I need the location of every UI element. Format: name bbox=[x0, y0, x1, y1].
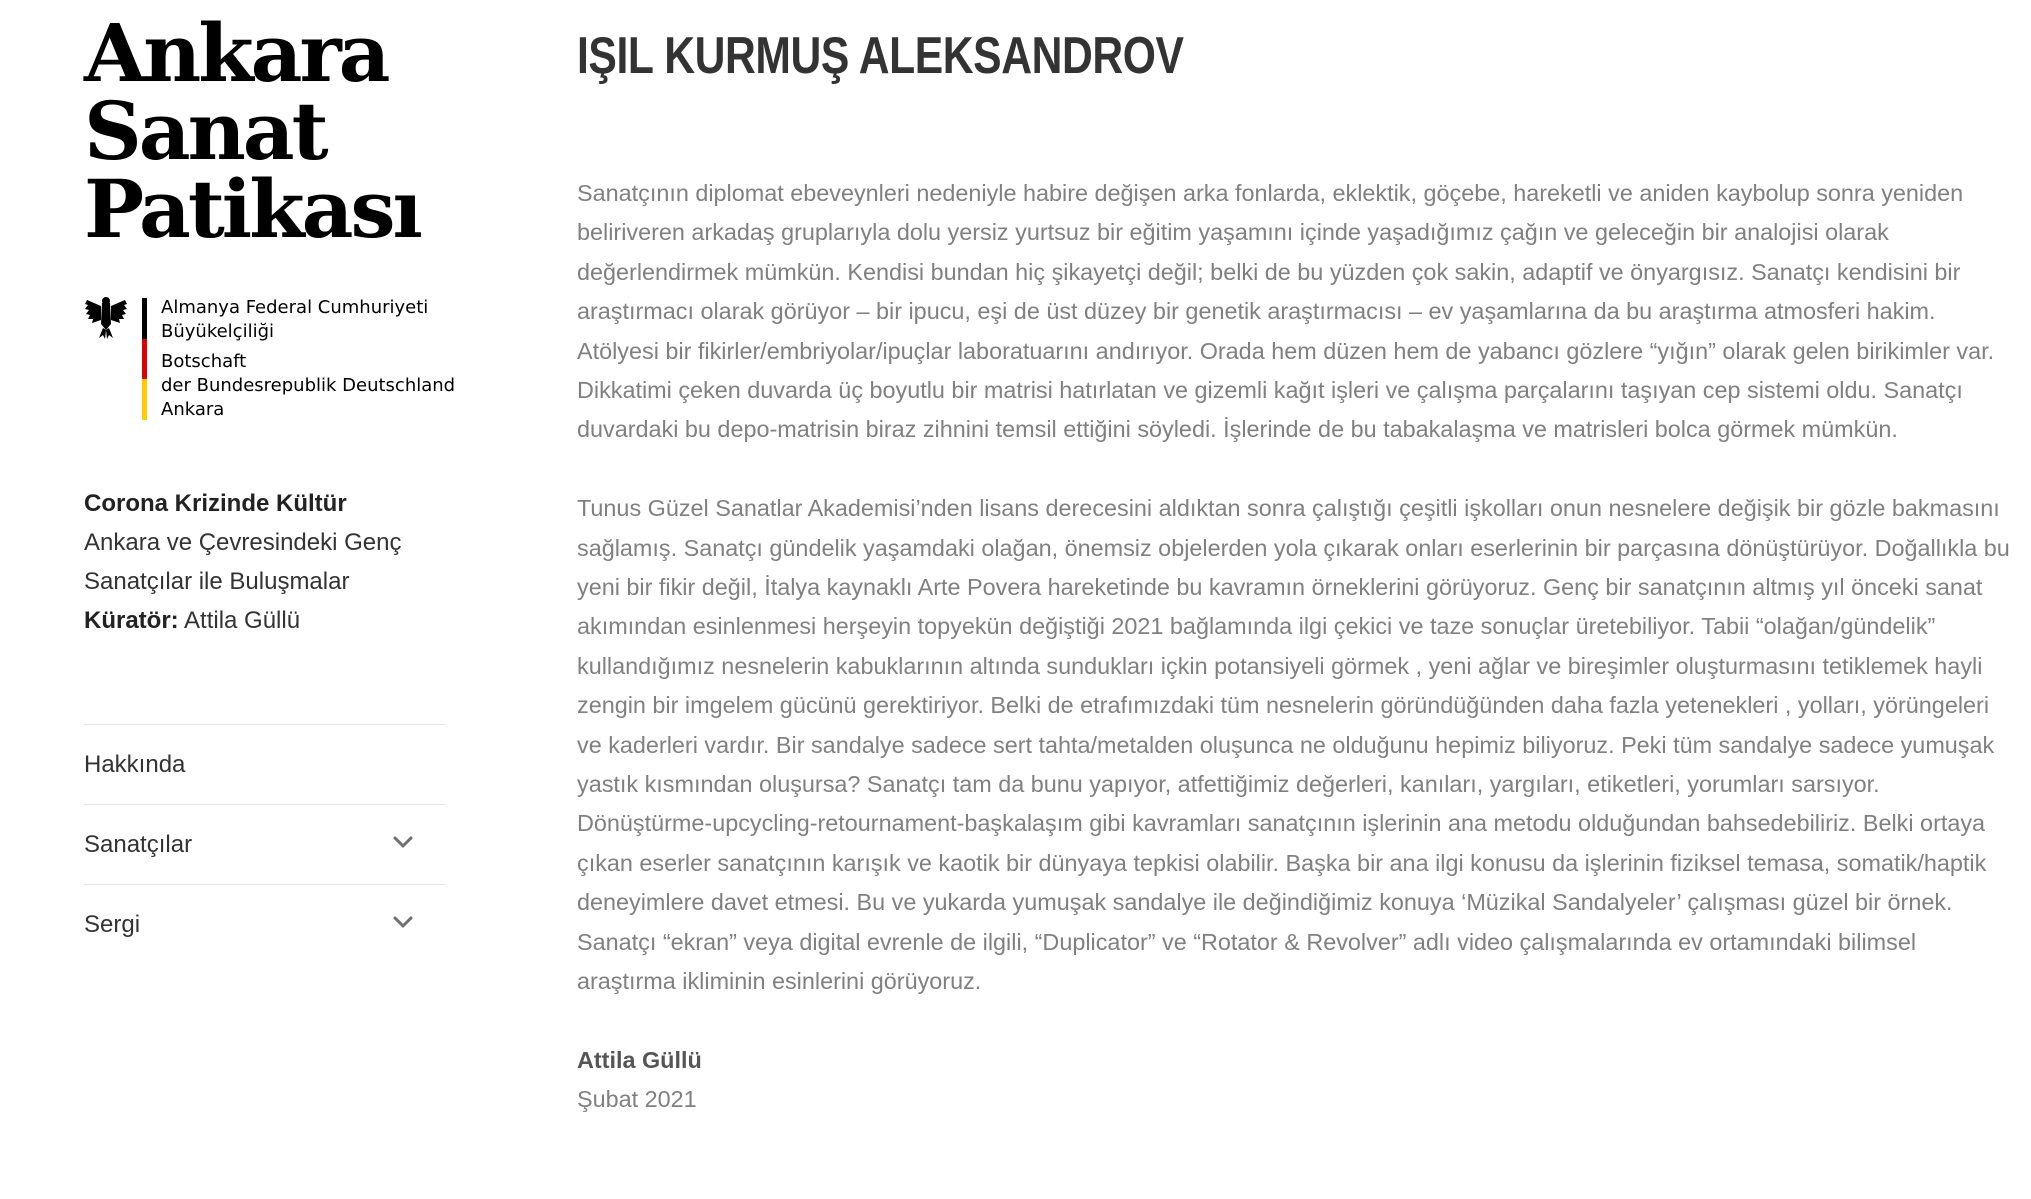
embassy-line-4: der Bundesrepublik Deutschland bbox=[161, 375, 456, 396]
logo-line-1: Ankara bbox=[84, 6, 388, 100]
article-author: Attila Güllü bbox=[577, 1046, 702, 1073]
project-info bbox=[84, 484, 446, 640]
curator bbox=[84, 601, 446, 640]
embassy-logo[interactable] bbox=[84, 294, 456, 422]
nav-item-label: Sergi bbox=[84, 911, 141, 938]
site-logo[interactable] bbox=[84, 6, 446, 256]
federal-eagle-icon bbox=[84, 294, 128, 340]
article-date: Şubat 2021 bbox=[577, 1086, 697, 1113]
embassy-text bbox=[161, 296, 455, 422]
sidebar bbox=[84, 0, 456, 964]
logo-line-3: Patikası bbox=[84, 162, 420, 256]
nav-item-label: Hakkında bbox=[84, 751, 186, 778]
embassy-line-3: Botschaft bbox=[161, 351, 247, 372]
curator-label: Küratör: bbox=[84, 607, 179, 634]
curator-name: Attila Güllü bbox=[184, 607, 301, 634]
article-paragraph-1: Sanatçının diplomat ebeveynleri nedeniyle habire değişen arka fonlarda, eklektik, göçebe, hareketli ve aniden kaybolup sonra yeniden beliriveren arkadaş gruplarıyla dolu yersiz yurtsuz bir eğitim yaşamını içinde yaşadığımız çağın ve geleceğin bir analojisi olarak değerlendirmek mümkün. Kendisi bundan hiç şikayetçi değil; belki de bu yüzden çok sakin, adaptif ve önyargısız. Sanatçı kendisini bir araştırmacı olarak görüyor – bir ipucu, eşi de üst düzey bir genetik araştırmacısı – ev yaşamlarına da bu araştırma atmosferi hakim. Atölyesi bir fikirler/embriyolar/ipuçlar laboratuarını andırıyor. Orada hem düzen hem de yabancı gözlere “yığın” olarak gelen birikimler var. Dikkatimi çeken duvarda üç boyutlu bir matrisi hatırlatan ve gizemli kağıt işleri ve çalışma parçalarını taşıyan cep sistemi oldu. Sanatçı duvardaki bu depo-matrisin biraz zihnini temsil ettiğini söyledi. İşlerinde de bu tabakalaşma ve matrisleri bolca görmek mümkün. bbox=[577, 180, 1995, 443]
article-body bbox=[577, 174, 2017, 1120]
project-subtitle-line-2: Sanatçılar ile Buluşmalar bbox=[84, 568, 350, 595]
page-title: IŞIL KURMUŞ ALEKSANDROV bbox=[577, 27, 1184, 85]
embassy-line-2: Büyükelçiliği bbox=[161, 321, 275, 342]
main-content bbox=[577, 0, 2017, 1120]
chevron-down-icon[interactable] bbox=[388, 907, 418, 937]
project-title: Corona Krizinde Kültür bbox=[84, 490, 347, 517]
project-subtitle-line-1: Ankara ve Çevresindeki Genç bbox=[84, 529, 402, 556]
nav-item-label: Sanatçılar bbox=[84, 831, 193, 858]
embassy-line-5: Ankara bbox=[161, 399, 225, 420]
nav-item-hakkinda[interactable] bbox=[84, 725, 446, 805]
chevron-down-icon[interactable] bbox=[388, 827, 418, 857]
nav-item-sergi[interactable] bbox=[84, 885, 446, 964]
nav-item-sanatcilar[interactable] bbox=[84, 805, 446, 885]
logo-line-2: Sanat bbox=[84, 84, 326, 178]
embassy-line-1: Almanya Federal Cumhuriyeti bbox=[161, 297, 429, 318]
article-paragraph-2: Tunus Güzel Sanatlar Akademisi’nden lisans derecesini aldıktan sonra çalıştığı çeşitli işkolları onun nesnelere değişik bir gözle bakmasını sağlamış. Sanatçı gündelik yaşamdaki olağan, önemsiz objelerden yola çıkarak onları eserlerinin bir parçasına dönüştürüyor. Doğallıkla bu yeni bir fikir değil, İtalya kaynaklı Arte Povera hareketinde bu kavramın örneklerini görüyoruz. Genç bir sanatçının altmış yıl önceki sanat akımından esinlenmesi herşeyin topyekün değiştiği 2021 bağlamında ilgi çekici ve taze sonuçlar üretebiliyor. Tabii “olağan/gündelik” kullandığımız nesnelerin kabuklarının altında sundukları içkin potansiyeli görmek , yeni ağlar ve bireşimler oluşturmasını tetiklemek hayli zengin bir imgelem gücünü gerektiriyor. Belki de etrafımızdaki tüm nesnelerin göründüğünden daha fazla yetenekleri , yolları, yörüngeleri ve kaderleri vardır. Bir sandalye sadece sert tahta/metalden oluşunca ne olduğunu hepimiz biliyoruz. Peki tüm sandalye sadece yumuşak yastık kısmından oluşursa? Sanatçı tam da bunu yapıyor, atfettiğimiz değerleri, kanıları, yargıları, etiketleri, yorumları sarsıyor. Dönüştürme-upcycling-retournament-başkalaşım gibi kavramları sanatçının işlerinin ana metodu olduğundan bahsedebiliriz. Belki ortaya çıkan eserler sanatçının karışık ve kaotik bir dünyaya tepkisi olabilir. Başka bir ana ilgi konusu da işlerinin fiziksel temasa, somatik/haptik deneyimlere davet etmesi. Bu ve yukarda yumuşak sandalye ile değindiğimiz konuya ‘Müzikal Sandalyeler’ çalışması güzel bir örnek. Sanatçı “ekran” veya digital evrenle de ilgili, “Duplicator” ve “Rotator & Revolver” adlı video çalışmalarında ev ortamındaki bilimsel araştırma ikliminin esinlerini görüyoruz. bbox=[577, 495, 2010, 995]
german-flag-bar bbox=[142, 298, 147, 420]
sidebar-nav bbox=[84, 724, 446, 964]
